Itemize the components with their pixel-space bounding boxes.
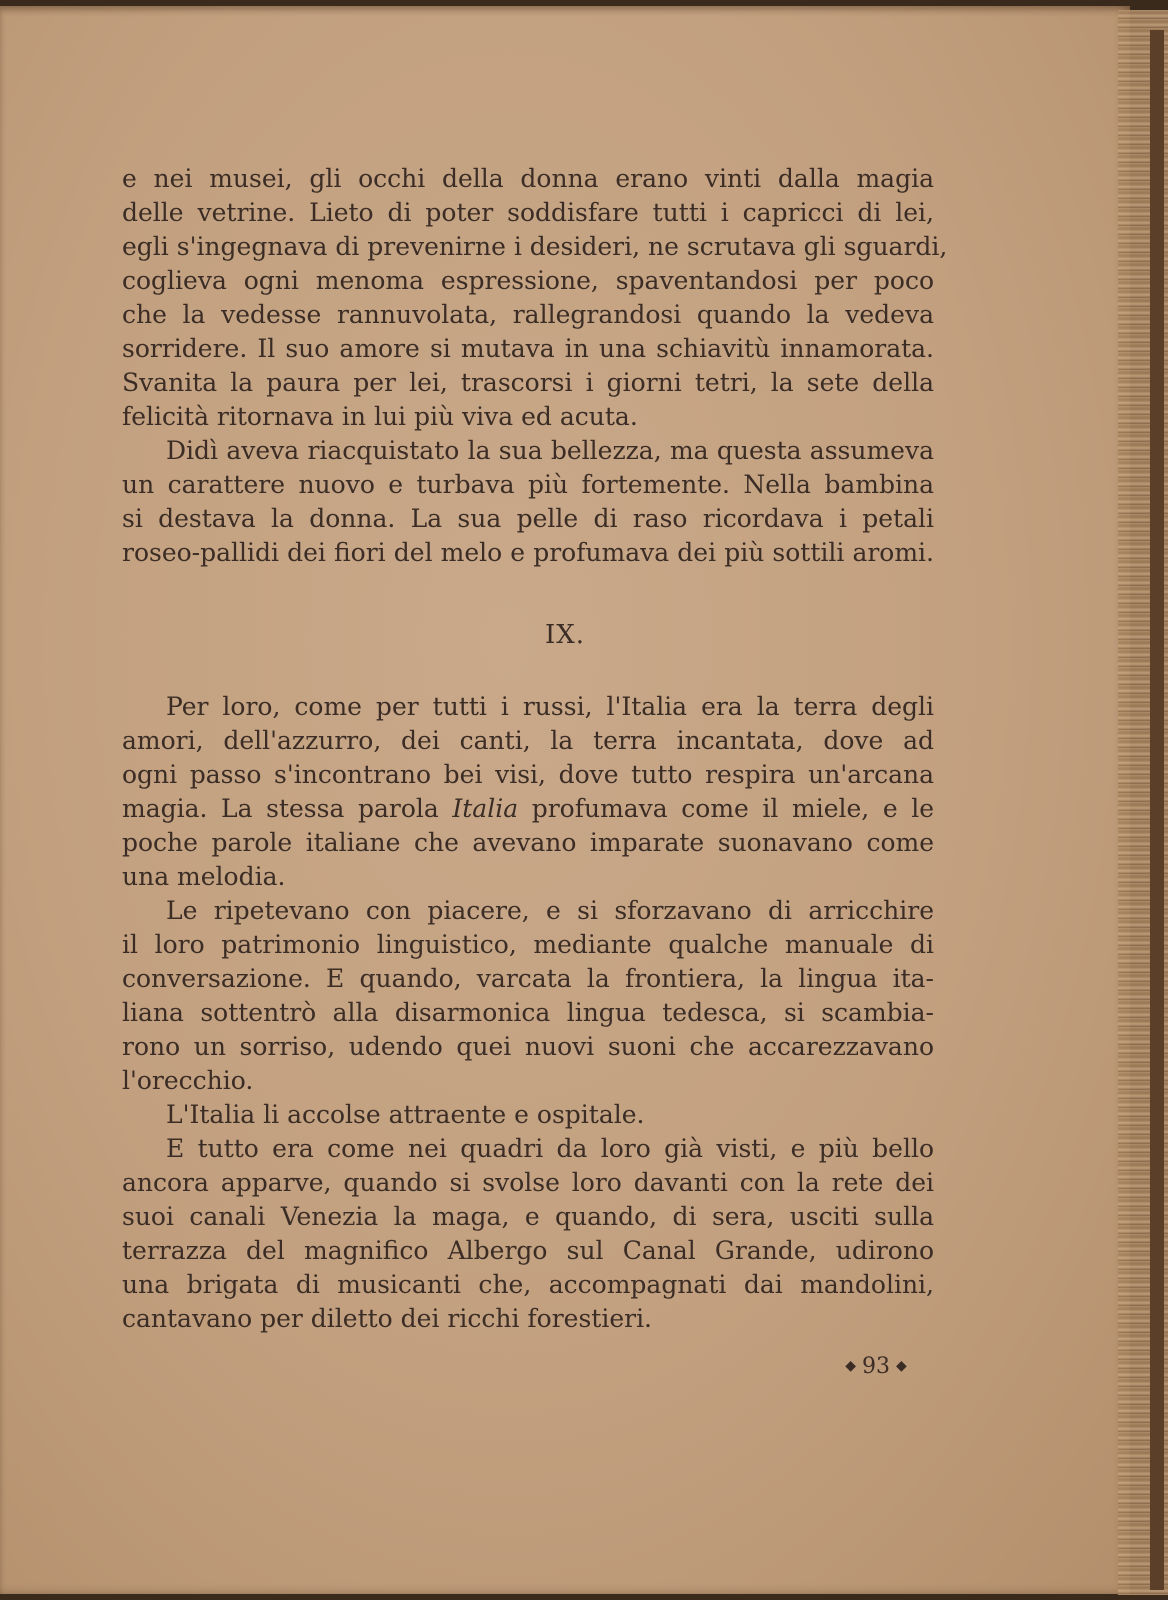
text-line: conversazione. E quando, varcata la frontiera, la lingua ita-: [122, 964, 934, 993]
text-line: un carattere nuovo e turbava più fortemente. Nella bambina: [122, 470, 934, 499]
text-line-with-italic: [122, 792, 934, 826]
text-line: L'Italia li accolse attraente e ospitale.: [166, 1100, 645, 1129]
text-line: roseo-pallidi dei fiori del melo e profumava dei più sottili aromi.: [122, 538, 934, 567]
text-line: una brigata di musicanti che, accompagnati dai mandolini,: [122, 1270, 934, 1299]
text-line: E tutto era come nei quadri da loro già visti, e più bello: [166, 1134, 934, 1163]
italic-word: Italia: [452, 794, 519, 823]
text-line: egli s'ingegnava di prevenirne i desideri, ne scrutava gli sguardi,: [122, 232, 948, 261]
text-line: Svanita la paura per lei, trascorsi i giorni tetri, la sete della: [122, 368, 934, 397]
text-line: cantavano per diletto dei ricchi forestieri.: [122, 1304, 653, 1333]
ornament-diamond-icon: ◆: [896, 1358, 907, 1374]
text-line: si destava la donna. La sua pelle di raso ricordava i petali: [122, 504, 934, 533]
text-line: Didì aveva riacquistato la sua bellezza, ma questa assumeva: [166, 436, 934, 465]
text-line: ancora apparve, quando si svolse loro davanti con la rete dei: [122, 1168, 934, 1197]
text-line: una melodia.: [122, 862, 286, 891]
text-line: il loro patrimonio linguistico, mediante qualche manuale di: [122, 930, 934, 959]
ornament-diamond-icon: ◆: [845, 1358, 856, 1374]
page-number-value: 93: [862, 1354, 890, 1379]
text-line: amori, dell'azzurro, dei canti, la terra incantata, dove ad: [122, 726, 934, 755]
text-fragment: profumava come il miele, e le: [531, 794, 934, 823]
text-line: che la vedesse rannuvolata, rallegrandosi quando la vedeva: [122, 300, 934, 329]
text-line: rono un sorriso, udendo quei nuovi suoni che accarezzavano: [122, 1032, 934, 1061]
text-line: terrazza del magnifico Albergo sul Canal Grande, udirono: [122, 1236, 934, 1265]
text-fragment: magia. La stessa parola: [122, 794, 439, 823]
text-line: delle vetrine. Lieto di poter soddisfare tutti i capricci di lei,: [122, 198, 934, 227]
text-line: liana sottentrò alla disarmonica lingua tedesca, si scambia-: [122, 998, 934, 1027]
text-line: e nei musei, gli occhi della donna erano vinti dalla magia: [122, 164, 934, 193]
text-line: poche parole italiane che avevano imparate suonavano come: [122, 828, 934, 857]
text-line: Le ripetevano con piacere, e si sforzavano di arricchire: [166, 896, 934, 925]
text-line: coglieva ogni menoma espressione, spaventandosi per poco: [122, 266, 934, 295]
binding-edge: [1150, 30, 1164, 1590]
text-line: ogni passo s'incontrano bei visi, dove tutto respira un'arcana: [122, 760, 934, 789]
text-line: felicità ritornava in lui più viva ed acuta.: [122, 402, 638, 431]
text-line: suoi canali Venezia la maga, e quando, di sera, usciti sulla: [122, 1202, 934, 1231]
text-line: Per loro, come per tutti i russi, l'Italia era la terra degli: [166, 692, 934, 721]
chapter-heading: IX.: [544, 620, 586, 650]
text-line: sorridere. Il suo amore si mutava in una schiavitù innamorata.: [122, 334, 934, 363]
page-number: [836, 1354, 916, 1379]
text-block-bottom: [122, 690, 934, 1336]
text-block-top: [122, 162, 948, 570]
text-line: l'orecchio.: [122, 1066, 254, 1095]
